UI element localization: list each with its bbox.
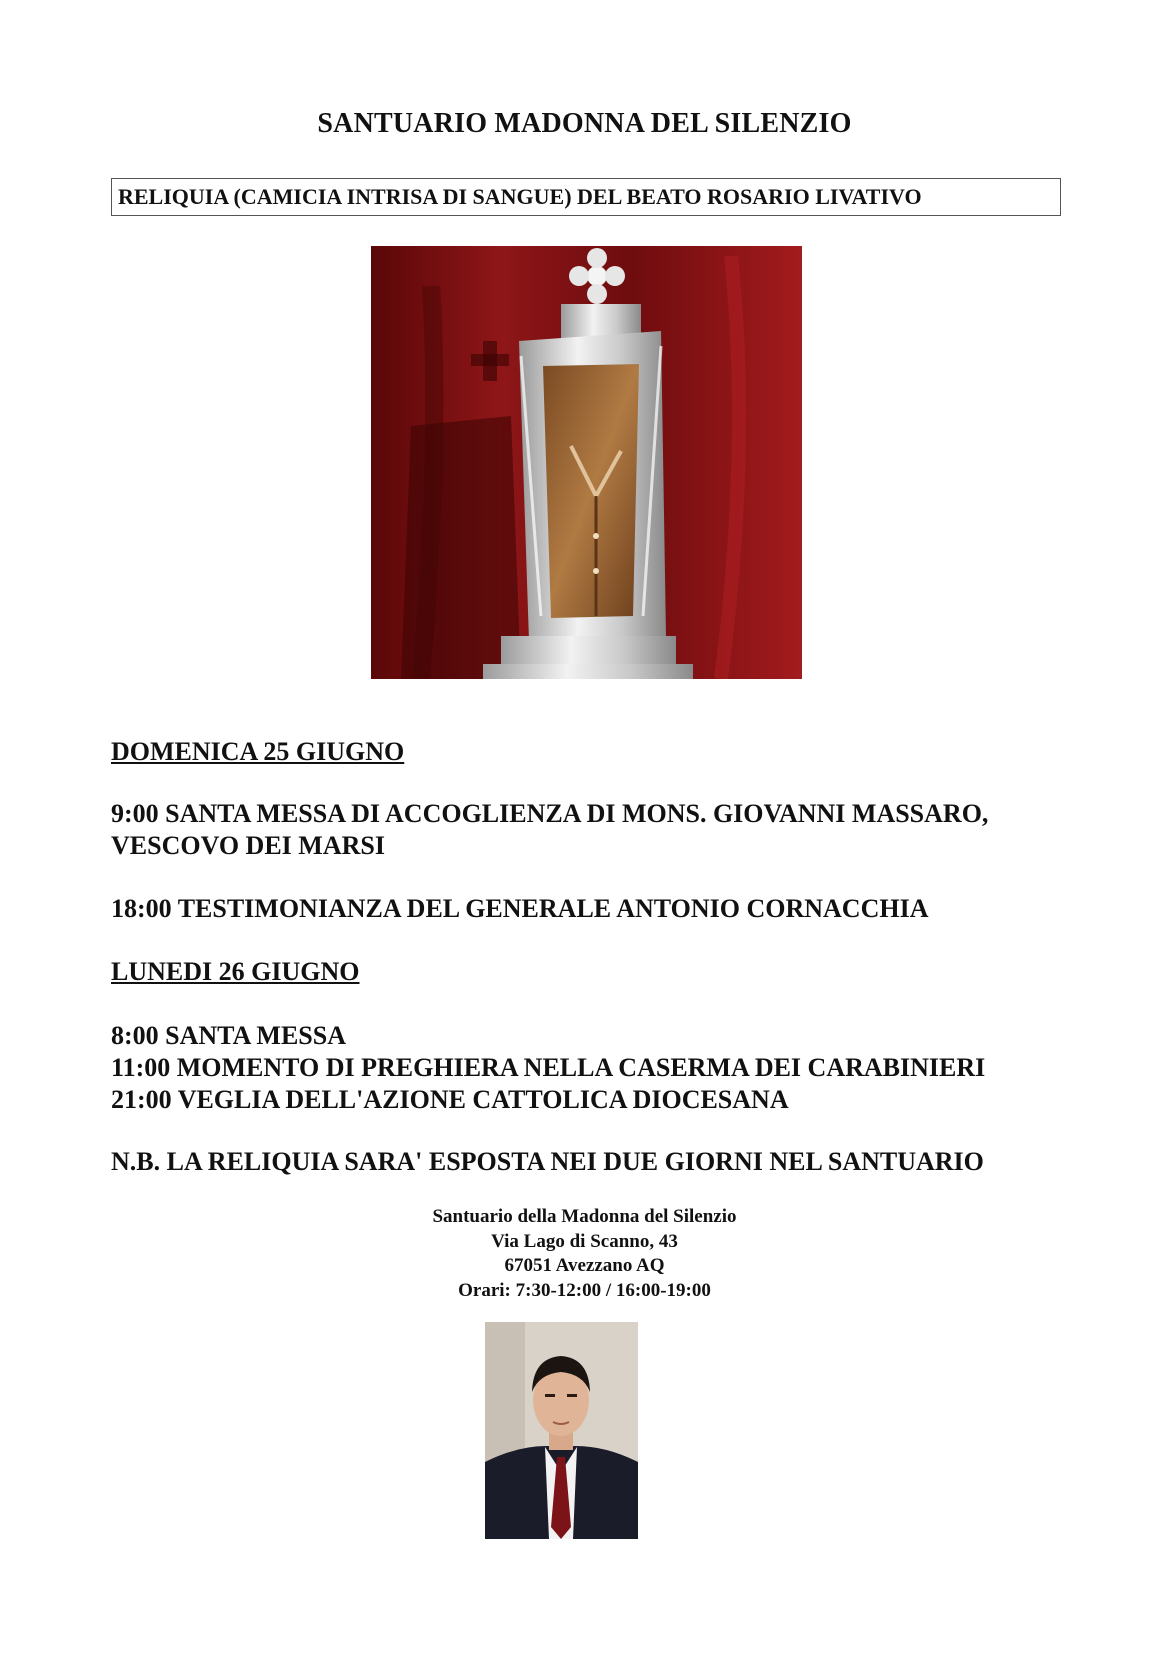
day-heading: LUNEDI 26 GIUGNO (111, 957, 360, 986)
exhibition-note: N.B. LA RELIQUIA SARA' ESPOSTA NEI DUE GIORNI NEL SANTUARIO (111, 1147, 984, 1176)
reliquary-photo (371, 246, 802, 679)
event-item: 18:00 TESTIMONIANZA DEL GENERALE ANTONIO CORNACCHIA (111, 894, 929, 923)
sanctuary-street: Via Lago di Scanno, 43 (491, 1230, 678, 1252)
day-section-sunday (111, 736, 1091, 768)
portrait-photo (485, 1322, 638, 1539)
day-heading: DOMENICA 25 GIUGNO (111, 737, 405, 766)
event-item: 11:00 MOMENTO DI PREGHIERA NELLA CASERMA DEI CARABINIERI (111, 1053, 986, 1082)
sanctuary-hours: Orari: 7:30-12:00 / 16:00-19:00 (458, 1279, 711, 1301)
relic-subtitle-box: RELIQUIA (CAMICIA INTRISA DI SANGUE) DEL BEATO ROSARIO LIVATIVO (111, 178, 1061, 216)
event-item: 9:00 SANTA MESSA DI ACCOGLIENZA DI MONS. GIOVANNI MASSARO, VESCOVO DEI MARSI (111, 799, 989, 860)
sanctuary-city: 67051 Avezzano AQ (504, 1255, 665, 1276)
sanctuary-name: Santuario della Madonna del Silenzio (432, 1206, 737, 1227)
day-section-monday (111, 956, 1091, 988)
event-item: 8:00 SANTA MESSA (111, 1021, 347, 1050)
page-title: SANTUARIO MADONNA DEL SILENZIO (317, 108, 852, 139)
event-list-monday (111, 1020, 1091, 1116)
event-item: 21:00 VEGLIA DELL'AZIONE CATTOLICA DIOCESANA (111, 1085, 789, 1114)
sanctuary-address-block (0, 1205, 1169, 1303)
